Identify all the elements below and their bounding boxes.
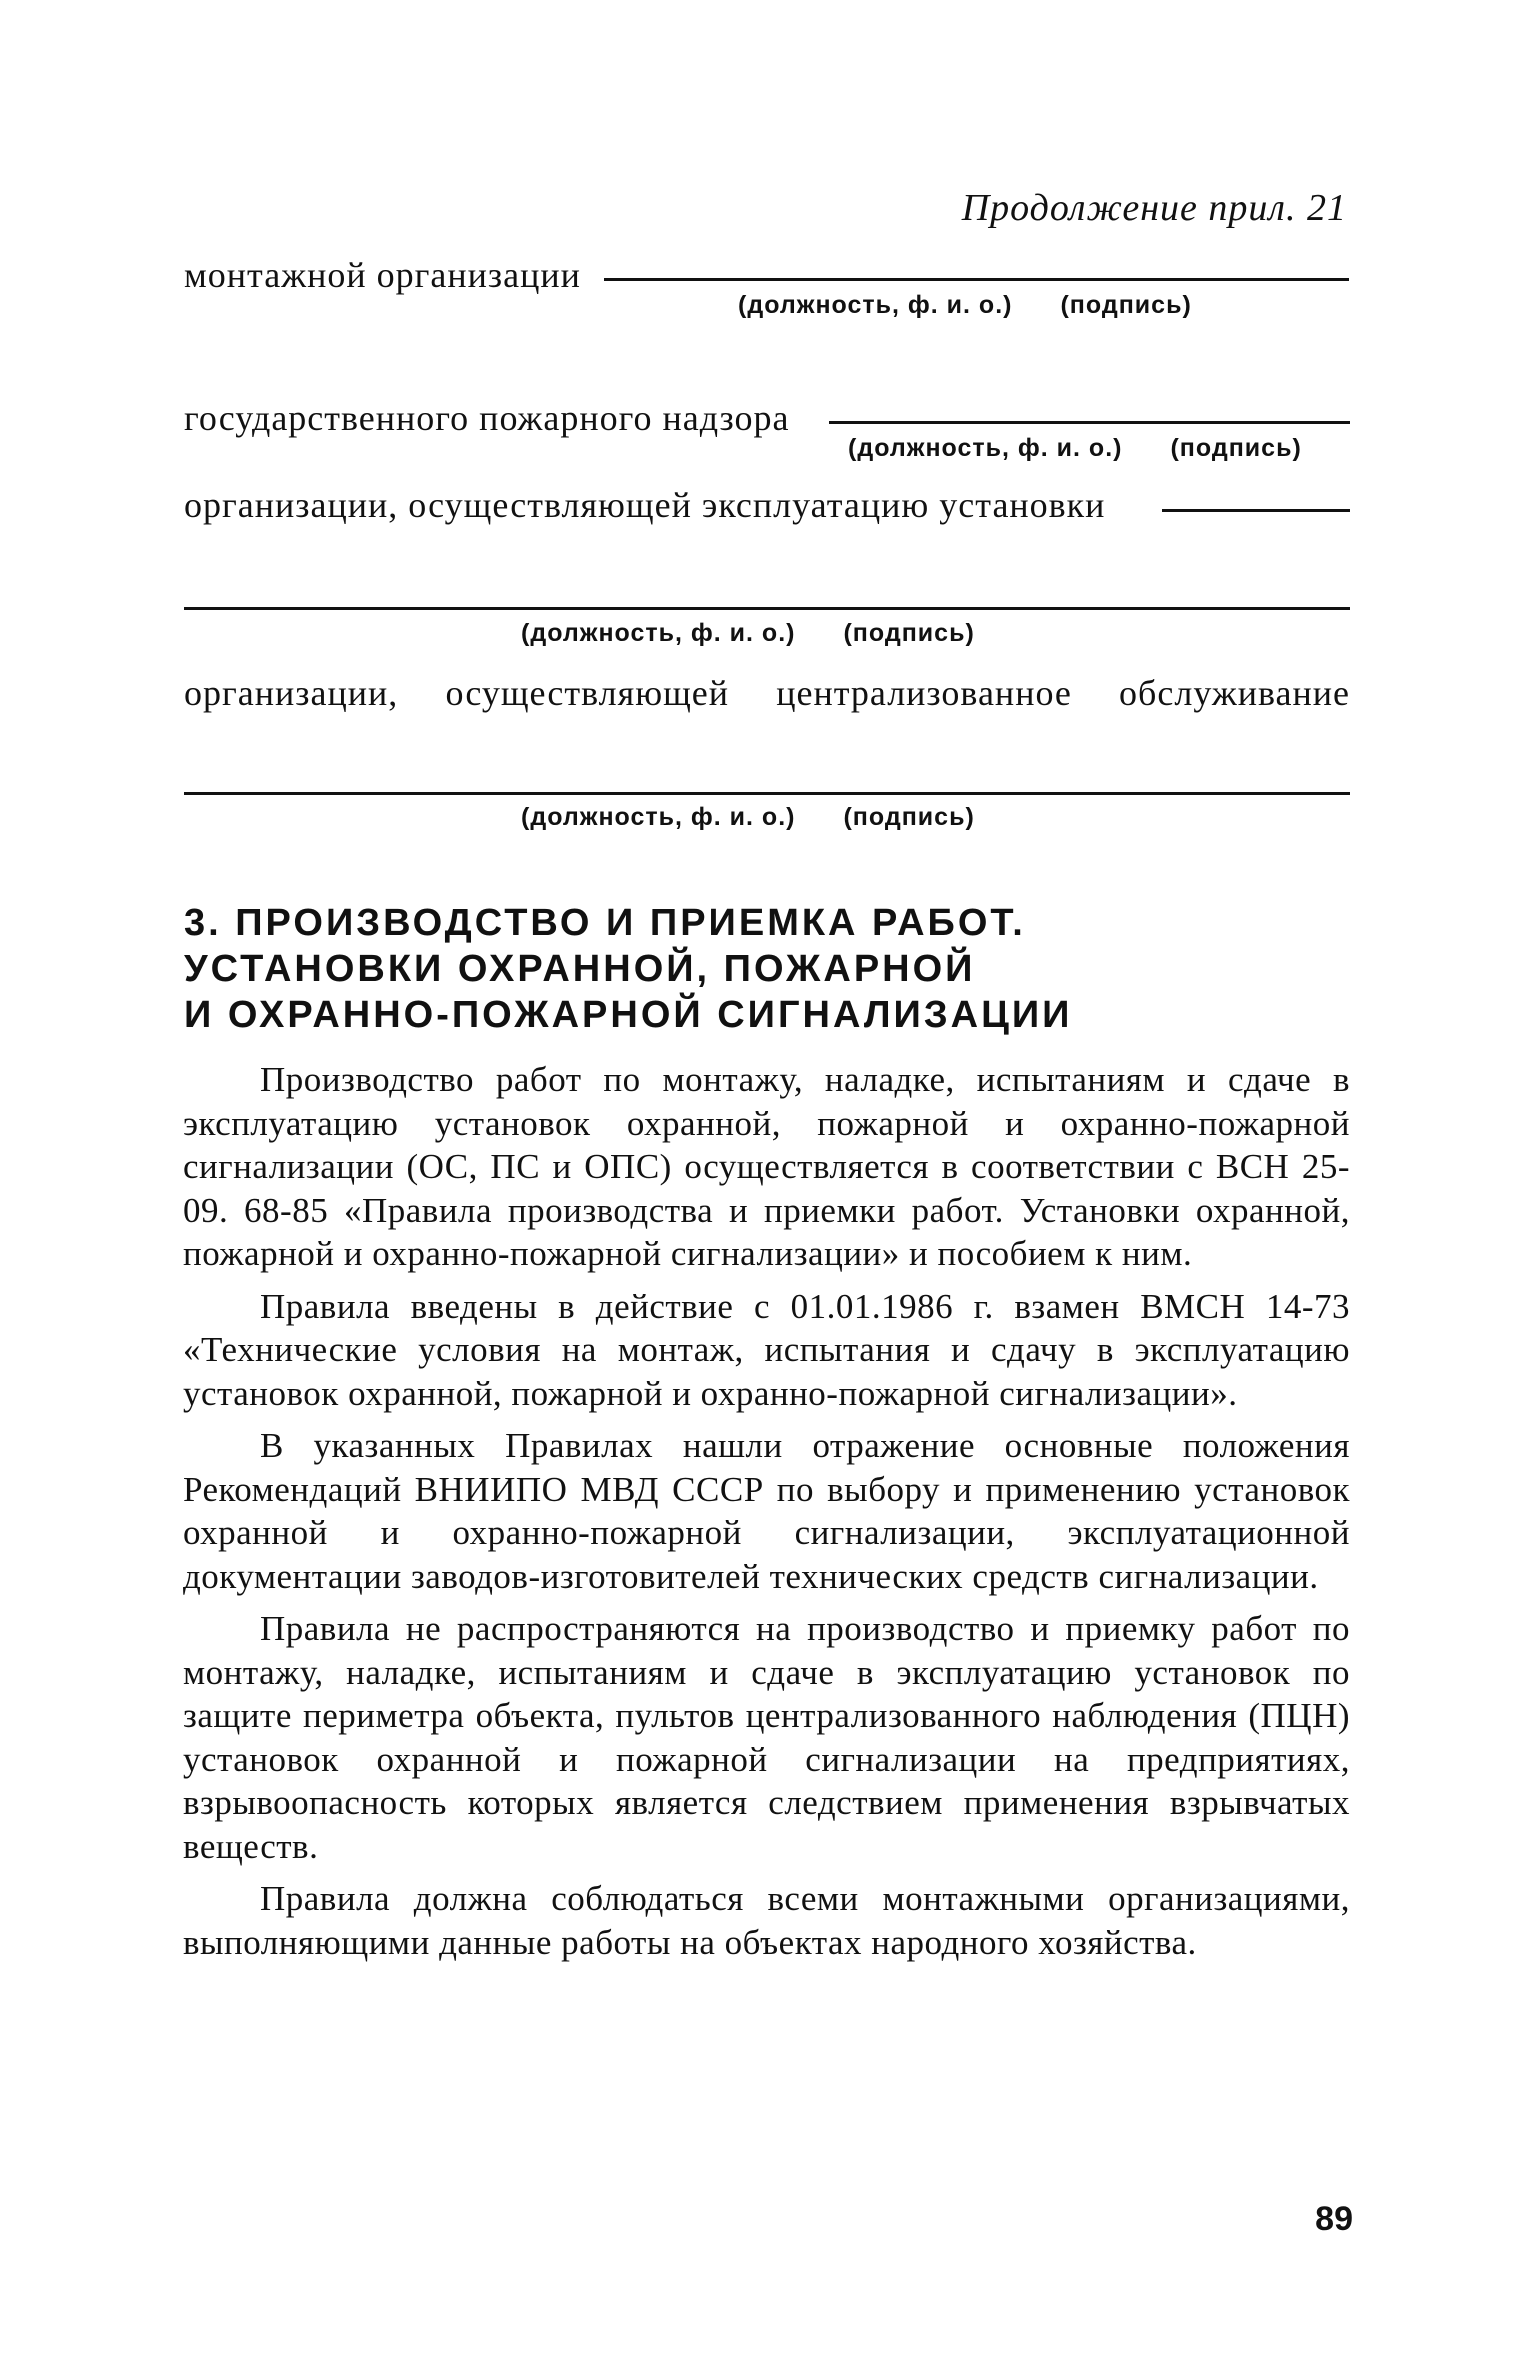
- signature-label-installation-org: монтажной организации: [184, 255, 581, 295]
- signature-label-central-service-org: организации, осуществляющей централизованное обслуживание: [184, 673, 1350, 713]
- paragraph: Правила не распространяются на производство и приемку работ по монтажу, наладке, испытаниям и сдаче в эксплуатацию установок по защите периметра объекта, пультов централизованного наблюдения (ПЦН) установок охранной и пожарной сигнализации на предприятиях, взрывоопасность которых является следствием применения взрывчатых веществ.: [183, 1609, 1350, 1866]
- caption-position: (должность, ф. и. о.): [738, 291, 1013, 319]
- signature-caption: [738, 291, 1192, 320]
- caption-position: (должность, ф. и. о.): [521, 803, 796, 831]
- signature-line: [829, 421, 1350, 424]
- signature-caption: [521, 803, 975, 832]
- signature-label-operating-org: организации, осуществляющей эксплуатацию установки: [184, 485, 1106, 525]
- caption-signature: (подпись): [843, 619, 975, 647]
- caption-position: (должность, ф. и. о.): [521, 619, 796, 647]
- signature-line: [184, 607, 1350, 610]
- section-heading-line: 3. ПРОИЗВОДСТВО И ПРИЕМКА РАБОТ.: [184, 902, 1026, 944]
- section-heading-line: УСТАНОВКИ ОХРАННОЙ, ПОЖАРНОЙ: [184, 948, 976, 990]
- caption-signature: (подпись): [1170, 434, 1302, 462]
- signature-label-fire-supervision: государственного пожарного надзора: [184, 398, 790, 438]
- signature-line: [184, 792, 1350, 795]
- continuation-header: Продолжение прил. 21: [961, 187, 1347, 229]
- paragraph: Правила введены в действие с 01.01.1986 г. взамен ВМСН 14-73 «Технические условия на монтаж, испытания и сдачу в эксплуатацию установок охранной, пожарной и охранно-пожарной сигнализации».: [183, 1286, 1350, 1413]
- signature-line: [1162, 509, 1350, 512]
- paragraph: Правила должна соблюдаться всеми монтажными организациями, выполняющими данные работы на объектах народного хозяйства.: [183, 1879, 1350, 1962]
- caption-position: (должность, ф. и. о.): [848, 434, 1123, 462]
- page-number: 89: [1315, 2200, 1353, 2238]
- section-body: [183, 1058, 1350, 1973]
- paragraph: В указанных Правилах нашли отражение основные положения Рекомендаций ВНИИПО МВД СССР по выбору и применению установок охранной и охранно-пожарной сигнализации, эксплуатационной документации заводов-изготовителей технических средств сигнализации.: [183, 1426, 1350, 1596]
- signature-line: [604, 278, 1349, 281]
- section-heading: [184, 900, 1073, 1038]
- signature-caption: [848, 434, 1302, 463]
- signature-caption: [521, 619, 975, 648]
- section-heading-line: И ОХРАННО-ПОЖАРНОЙ СИГНАЛИЗАЦИИ: [184, 994, 1073, 1036]
- paragraph: Производство работ по монтажу, наладке, испытаниям и сдаче в эксплуатацию установок охранной, пожарной и охранно-пожарной сигнализации (ОС, ПС и ОПС) осуществляется в соответствии с ВСН 25-09. 68-85 «Правила производства и приемки работ. Установки охранной, пожарной и охранно-пожарной сигнализации» и пособием к ним.: [183, 1060, 1350, 1273]
- caption-signature: (подпись): [1060, 291, 1192, 319]
- caption-signature: (подпись): [843, 803, 975, 831]
